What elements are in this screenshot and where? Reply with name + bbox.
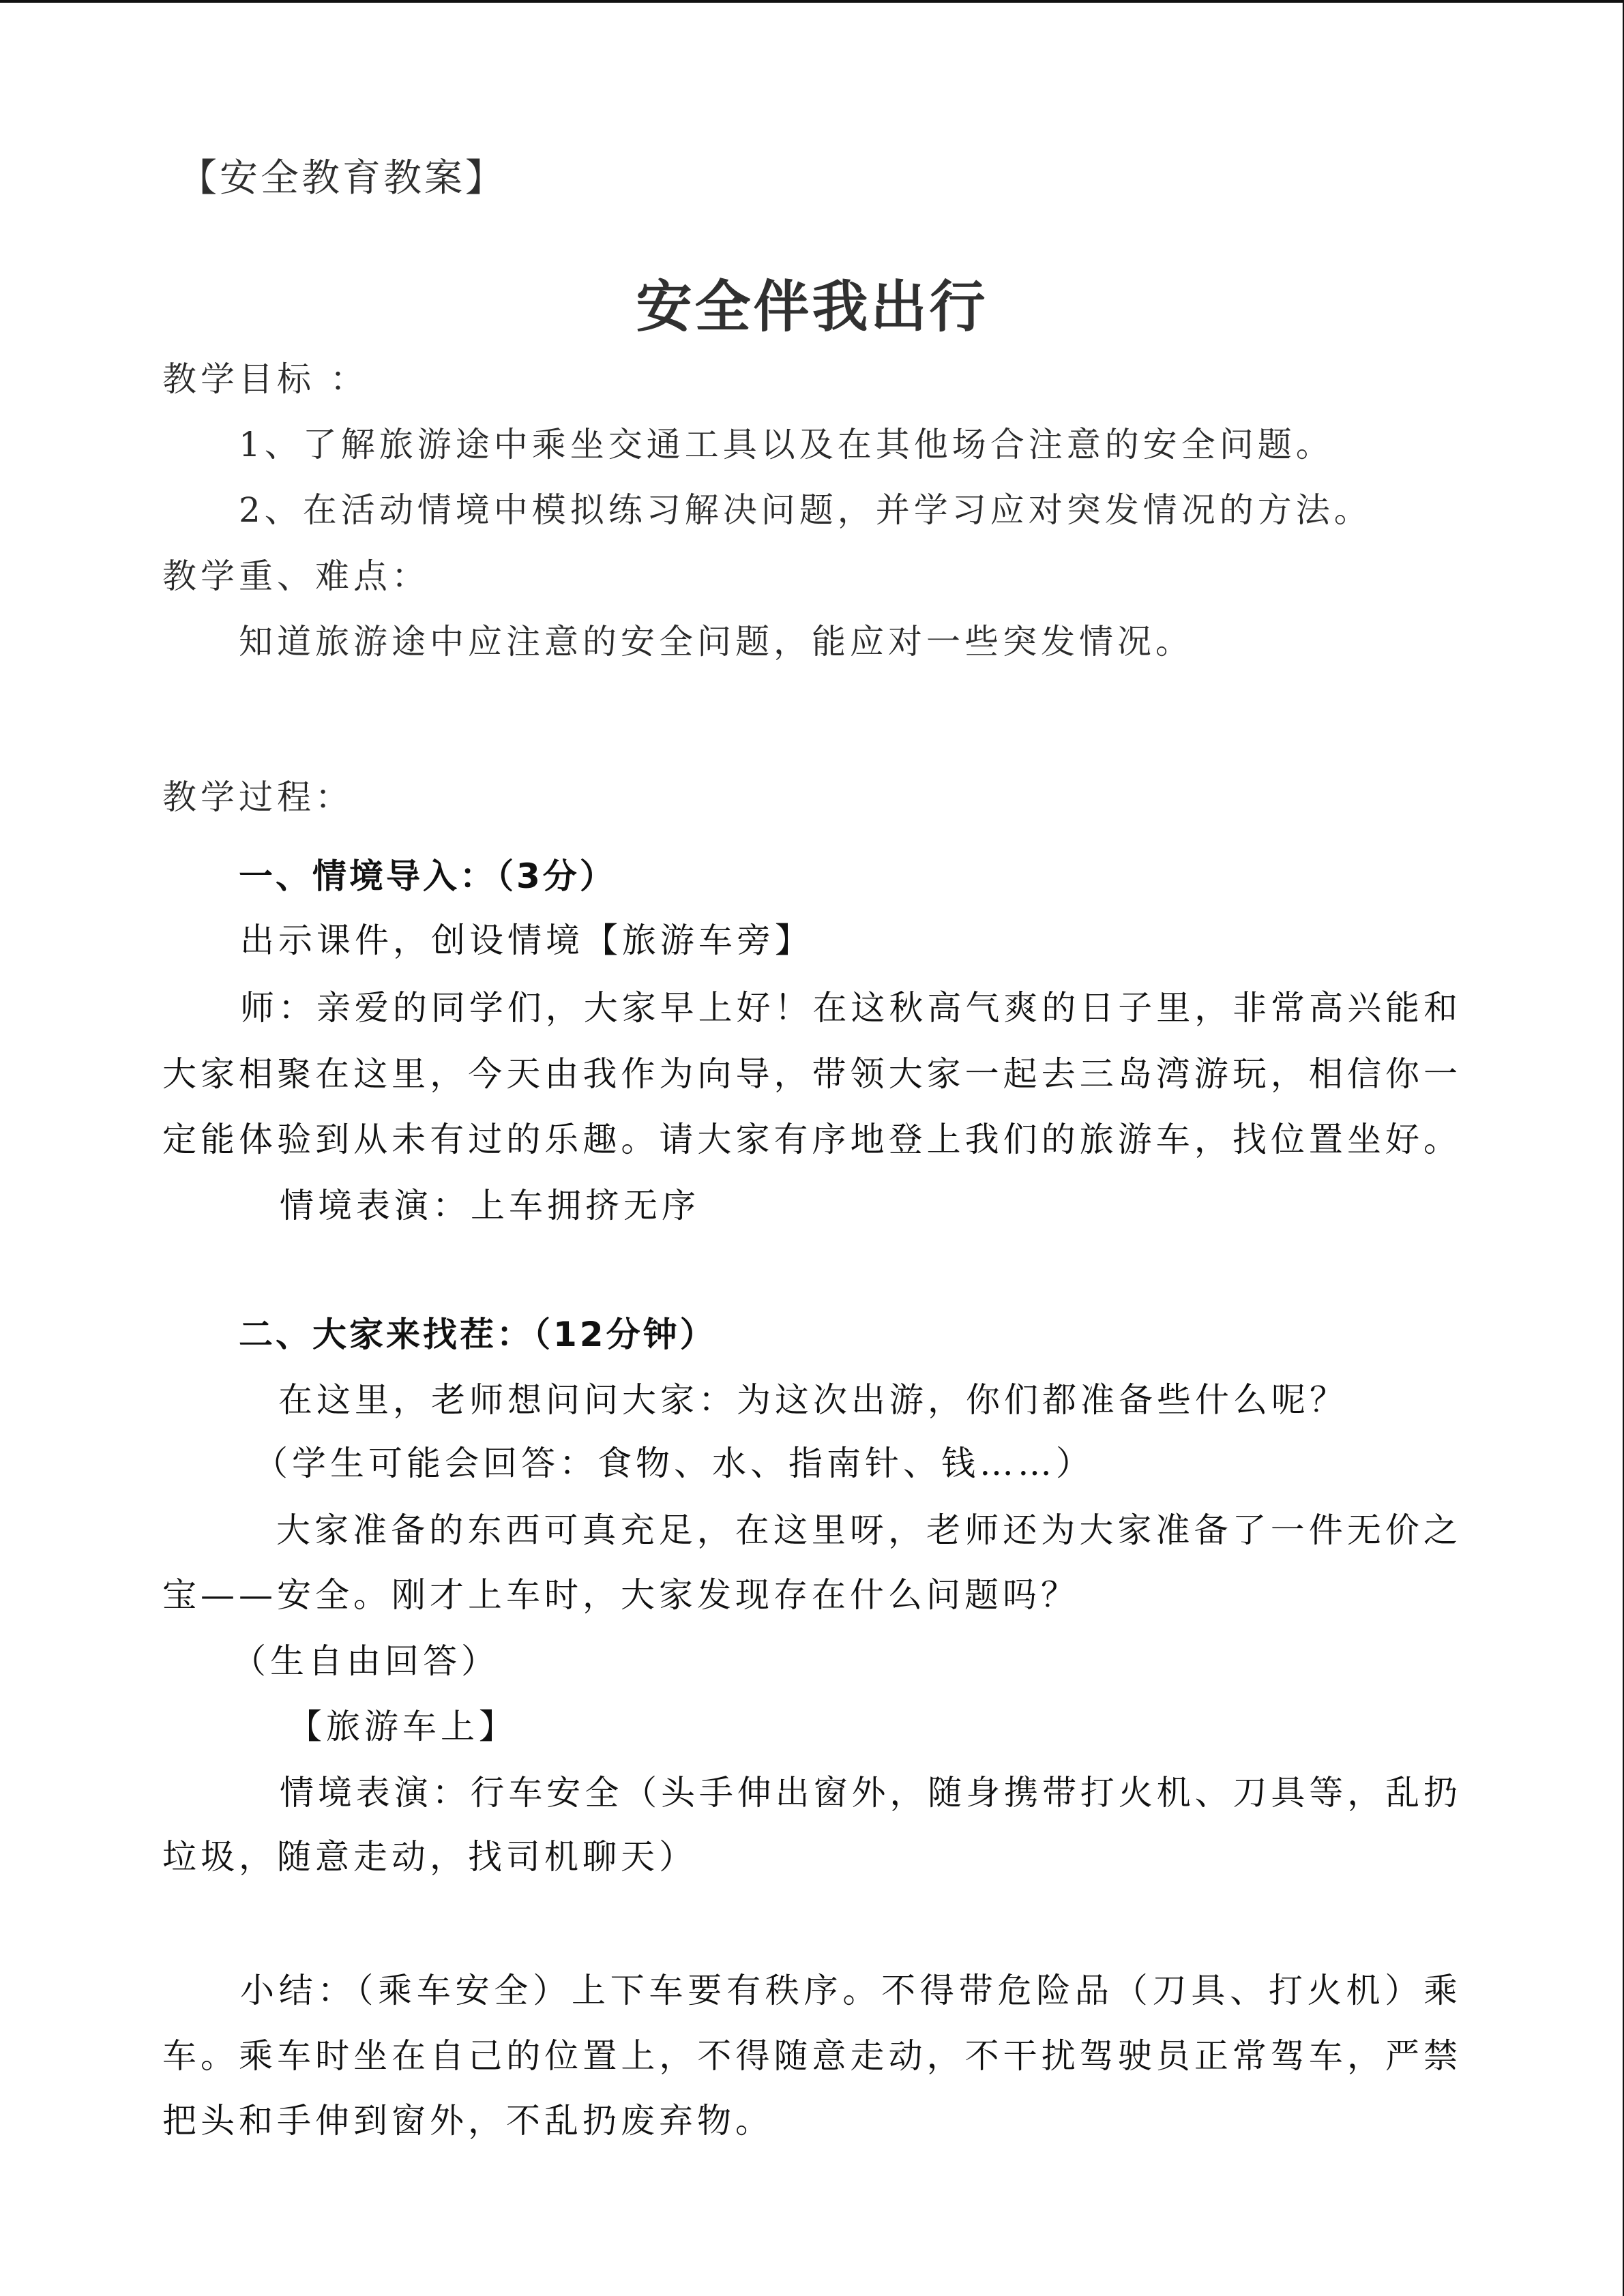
student-answer: （学生可能会回答：食物、水、指南针、钱……） (254, 1444, 1094, 1483)
summary-line-3: 把头和手伸到窗外，不乱扔废弃物。 (162, 2101, 773, 2141)
teacher-line-2: 大家相聚在这里，今天由我作为向导，带领大家一起去三岛湾游玩，相信你一 (162, 1054, 1458, 1094)
objectives-label: 教学目标 ： (162, 359, 368, 399)
key-points-label: 教学重、难点： (162, 556, 430, 596)
page-title: 安全伴我出行 (636, 274, 988, 340)
section-1-performance: 情境表演：上车拥挤无序 (280, 1186, 700, 1225)
section-1-intro: 出示课件，创设情境【旅游车旁】 (240, 921, 813, 960)
treasure-line-1: 大家准备的东西可真充足，在这里呀，老师还为大家准备了一件无价之 (276, 1510, 1458, 1550)
section-2-heading: 二、大家来找茬：（12分钟） (239, 1315, 717, 1354)
teacher-line-1: 师：亲爱的同学们，大家早上好！在这秋高气爽的日子里，非常高兴能和 (240, 988, 1458, 1028)
summary-line-2: 车。乘车时坐在自己的位置上，不得随意走动，不干扰驾驶员正常驾车，严禁 (162, 2036, 1458, 2076)
summary-line-1: 小结：（乘车安全）上下车要有秩序。不得带危险品（刀具、打火机）乘 (240, 1971, 1458, 2010)
key-points-text: 知道旅游途中应注意的安全问题，能应对一些突发情况。 (239, 622, 1194, 661)
teacher-line-3: 定能体验到从未有过的乐趣。请大家有序地登上我们的旅游车，找位置坐好。 (162, 1120, 1458, 1159)
document-category-tag: 【安全教育教案】 (179, 156, 506, 200)
free-answer: （生自由回答） (232, 1641, 499, 1681)
section-2-question: 在这里，老师想问问大家：为这次出游，你们都准备些什么呢？ (278, 1380, 1348, 1420)
objective-item-1: 1、了解旅游途中乘坐交通工具以及在其他场合注意的安全问题。 (239, 425, 1334, 464)
treasure-line-2: 宝——安全。刚才上车时，大家发现存在什么问题吗？ (162, 1575, 1079, 1615)
process-label: 教学过程： (162, 777, 353, 817)
objective-item-2: 2、在活动情境中模拟练习解决问题，并学习应对突发情况的方法。 (239, 490, 1372, 530)
section-1-heading: 一、情境导入：（3分） (239, 856, 617, 896)
performance-line-1: 情境表演：行车安全（头手伸出窗外，随身携带打火机、刀具等，乱扔 (280, 1773, 1458, 1813)
scene-on-bus: 【旅游车上】 (288, 1707, 517, 1746)
performance-line-2: 垃圾，随意走动，找司机聊天） (162, 1837, 697, 1877)
